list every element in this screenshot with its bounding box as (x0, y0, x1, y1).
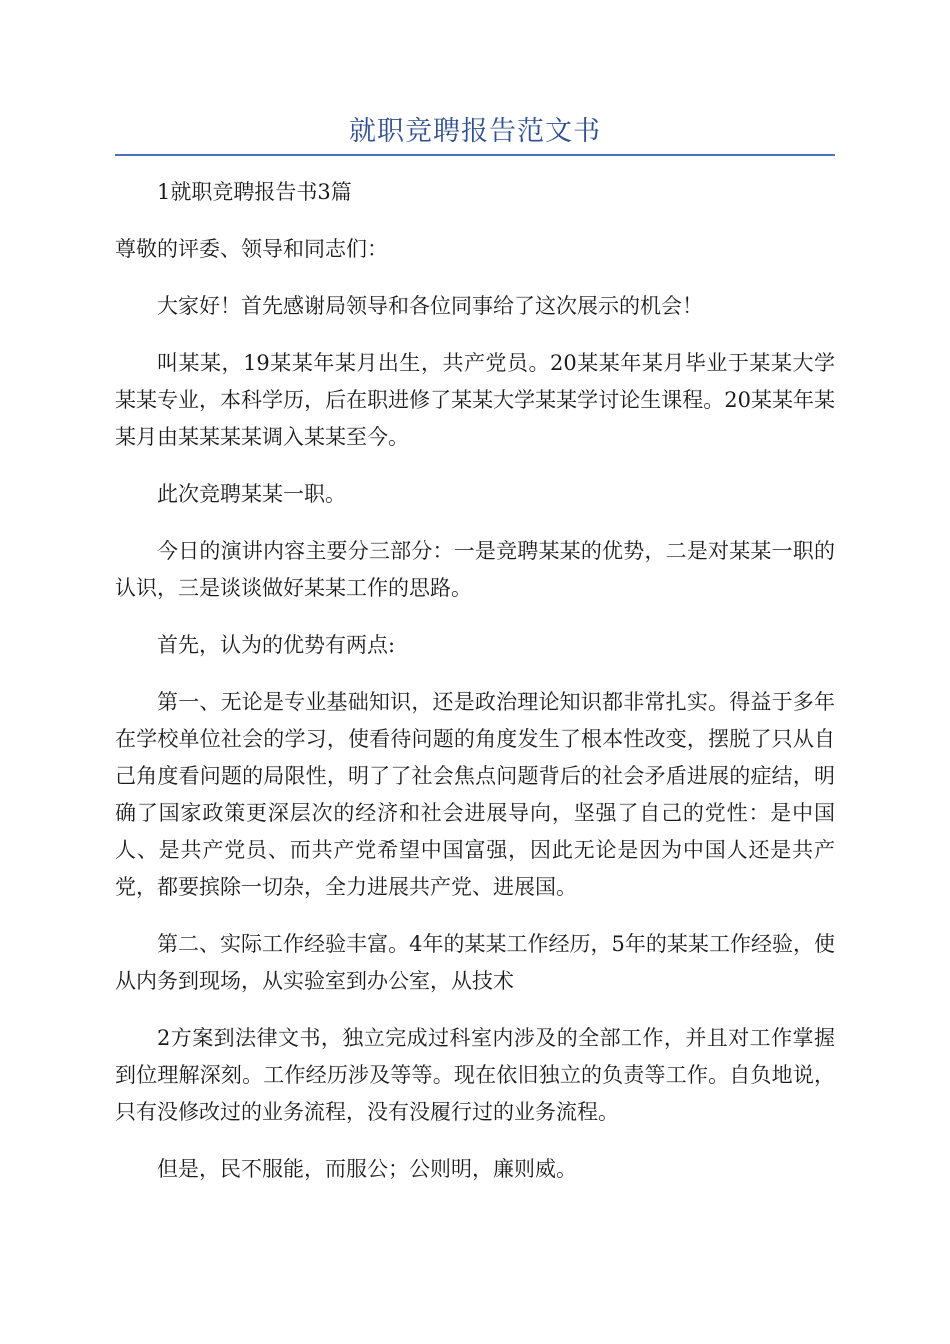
body-paragraph: 第一、无论是专业基础知识，还是政治理论知识都非常扎实。得益于多年在学校单位社会的学习，使看待问题的角度发生了根本性改变，摆脱了只从自己角度看问题的局限性，明了了社会焦点问题背后的社会矛盾进展的症结，明确了国家政策更深层次的经济和社会进展导向，坚强了自己的党性：是中国人、是共产党员、而共产党希望中国富强，因此无论是因为中国人还是共产党，都要摈除一切杂，全力进展共产党、进展国。 (115, 690, 835, 899)
body-paragraph: 但是，民不服能，而服公；公则明，廉则威。 (157, 1157, 577, 1181)
salutation: 尊敬的评委、领导和同志们： (115, 237, 388, 261)
body-paragraph: 今日的演讲内容主要分三部分：一是竞聘某某的优势，二是对某某一职的认识，三是谈谈做好某某工作的思路。 (115, 539, 835, 600)
body-paragraph: 大家好！首先感谢局领导和各位同事给了这次展示的机会！ (157, 294, 703, 318)
body-paragraph: 叫某某，19某某年某月出生，共产党员。20某某年某月毕业于某某大学某某专业，本科学历，后在职进修了某某大学某某学讨论生课程。20某某年某某月由某某某某调入某某至今。 (115, 351, 835, 449)
title-underline (115, 154, 835, 156)
body-paragraph: 首先，认为的优势有两点: (157, 633, 396, 657)
section-heading: 1就职竞聘报告书3篇 (157, 180, 352, 204)
document-body (115, 174, 835, 1208)
body-paragraph: 第二、实际工作经验丰富。4年的某某工作经历，5年的某某工作经验，使从内务到现场，从实验室到办公室，从技术 (115, 932, 835, 993)
document-title: 就职竞聘报告范文书 (349, 116, 601, 147)
body-paragraph: 2方案到法律文书，独立完成过科室内涉及的全部工作，并且对工作掌握到位理解深刻。工作经历涉及等等。现在依旧独立的负责等工作。自负地说，只有没修改过的业务流程，没有没履行过的业务流程。 (115, 1026, 835, 1124)
body-paragraph: 此次竞聘某某一职。 (157, 482, 346, 506)
